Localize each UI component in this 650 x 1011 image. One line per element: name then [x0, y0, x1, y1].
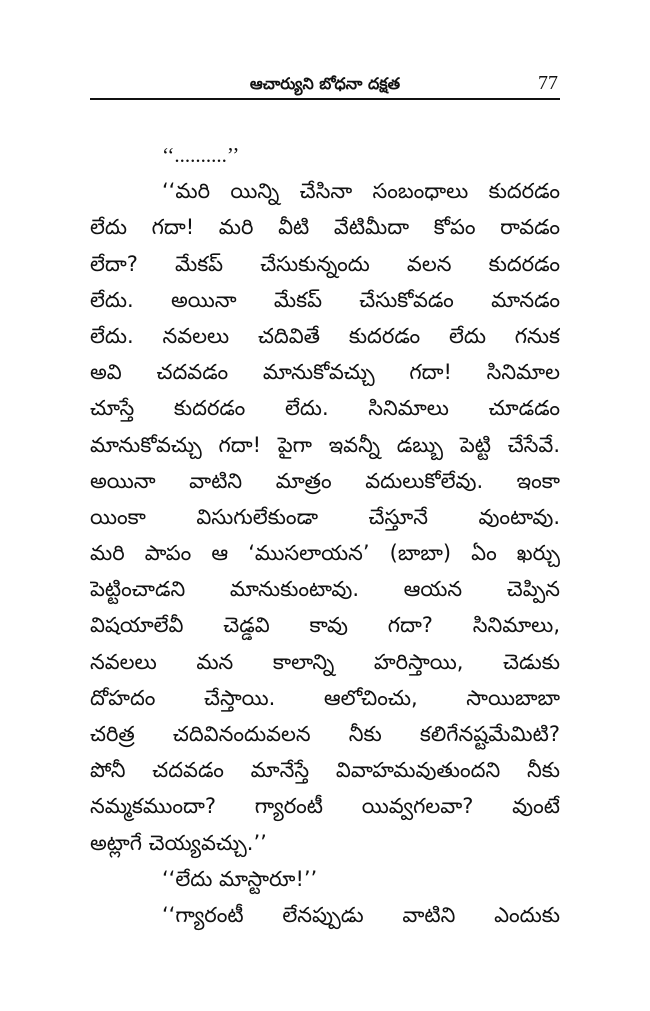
text-line: లేదు. నవలలు చదివితే కుదరడం లేదు గనుక	[90, 323, 560, 348]
text-line: లేదు గదా! మరి వీటి వేటిమీదా కోపం రావడం	[90, 215, 560, 240]
text-line: అవి చదవడం మానుకోవచ్చు గదా! సినిమాల	[90, 360, 560, 385]
text-line: చూస్తే కుదరడం లేదు. సినిమాలు చూడడం	[90, 396, 560, 421]
text-line: మానుకోవచ్చు గదా! పైగా ఇవన్నీ డబ్బు పెట్టి చేసేవే.	[90, 432, 560, 457]
page-number: 77	[538, 72, 558, 94]
text-line: ‘‘లేదు మాస్టారూ!’’	[162, 866, 318, 891]
text-line: ‘‘మరి యిన్ని చేసినా సంబంధాలు కుదరడం	[162, 179, 560, 204]
text-line: నవలలు మన కాలాన్ని హరిస్తాయి, చెడుకు	[90, 649, 560, 674]
text-line: పోనీ చదవడం మానేస్తే వివాహమవుతుందని నీకు	[90, 758, 560, 783]
text-line: విషయాలేవీ చెడ్డవి కావు గదా? సినిమాలు,	[90, 613, 560, 638]
page-header	[90, 68, 560, 100]
text-line: పెట్టించాడని మానుకుంటావు. ఆయన చెప్పిన	[90, 577, 560, 602]
text-line: ‘‘గ్యారంటీ లేనప్పుడు వాటిని ఎందుకు	[162, 902, 560, 927]
text-line: దోహదం చేస్తాయి. ఆలోచించు, సాయిబాబా	[90, 685, 560, 710]
text-line: లేదు. అయినా మేకప్ చేసుకోవడం మానడం	[90, 287, 560, 312]
text-line: చరిత్ర చదివినందువలన నీకు కలిగేనష్టమేమిటి?	[90, 722, 560, 746]
text-line: మరి పాపం ఆ ‘ముసలాయన’ (బాబా) ఏం ఖర్చు	[90, 541, 560, 566]
body-text	[90, 137, 560, 933]
running-title: ఆచార్యుని బోధనా దక్షత	[249, 74, 401, 93]
text-line: యింకా విసుగులేకుండా చేస్తూనే వుంటావు.	[90, 504, 560, 529]
text-line: లేదా? మేకప్ చేసుకున్నందు వలన కుదరడం	[90, 251, 560, 276]
text-line: అయినా వాటిని మాత్రం వదులుకోలేవు. ఇంకా	[90, 468, 560, 493]
text-line: ‘‘..........’’	[162, 143, 240, 167]
text-line: అట్లాగే చెయ్యవచ్చు.’’	[90, 830, 267, 855]
text-line: నమ్మకముందా? గ్యారంటీ యివ్వగలవా? వుంటే	[90, 794, 560, 819]
